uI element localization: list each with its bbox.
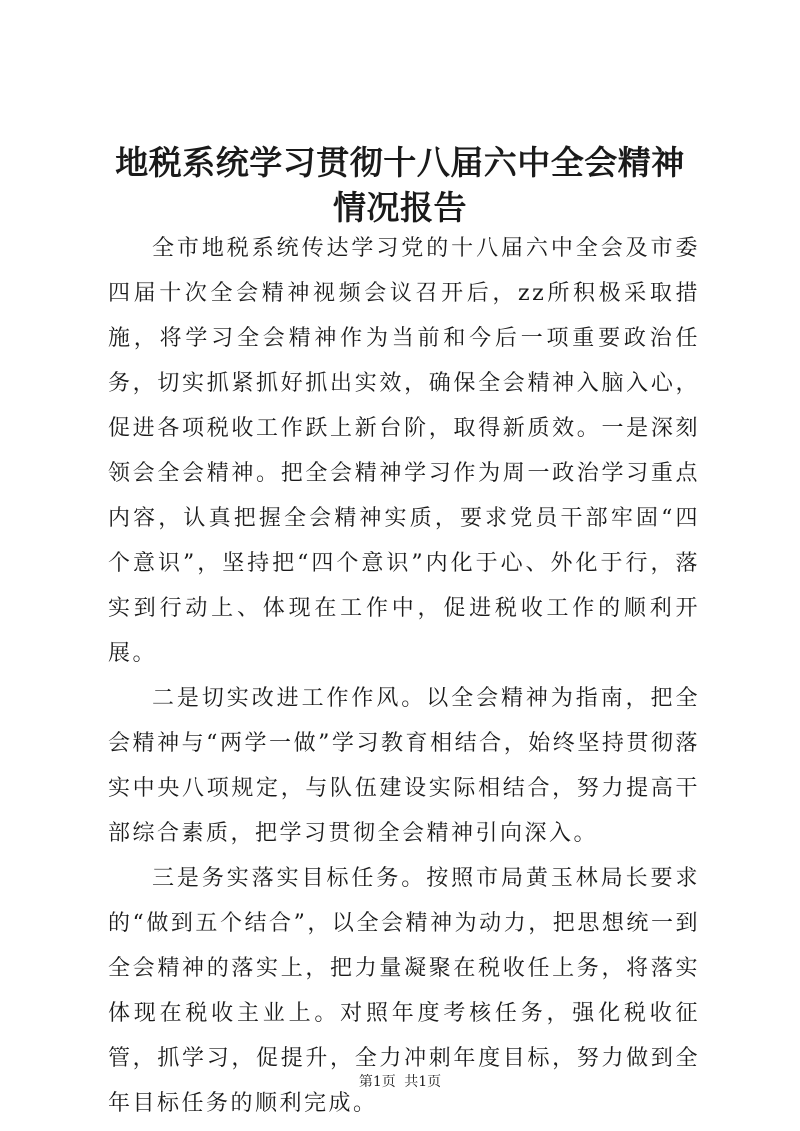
document-title: 地税系统学习贯彻十八届六中全会精神情况报告 bbox=[115, 143, 685, 227]
page-number: 第1页 bbox=[358, 1074, 396, 1090]
paragraph-1: 全市地税系统传达学习党的十八届六中全会及市委四届十次全会精神视频会议召开后，zz所积极采取措施，将学习全会精神作为当前和今后一项重要政治任务，切实抓紧抓好抓出实效，确保全会精神入脑入心，促进各项税收工作跃上新台阶，取得新质效。一是深刻领会全会精神。把全会精神学习作为周一政治学习重点内容，认真把握全会精神实质，要求党员干部牢固“四个意识”，坚持把“四个意识”内化于心、外化于行，落实到行动上、体现在工作中，促进税收工作的顺利开展。 bbox=[108, 236, 700, 666]
paragraph-2: 二是切实改进工作作风。以全会精神为指南，把全会精神与“两学一做”学习教育相结合，始终坚持贯彻落实中央八项规定，与队伍建设实际相结合，努力提高干部综合素质，把学习贯彻全会精神引向深入。 bbox=[108, 686, 700, 846]
document-body bbox=[108, 226, 700, 1126]
page-total: 共1页 bbox=[404, 1074, 442, 1090]
page-footer bbox=[0, 1072, 800, 1092]
paragraph-3: 三是务实落实目标任务。按照市局黄玉林局长要求的“做到五个结合”，以全会精神为动力，把思想统一到全会精神的落实上，把力量凝聚在税收任上务，将落实体现在税收主业上。对照年度考核任务，强化税收征管，抓学习，促提升，全力冲刺年度目标，努力做到全年目标任务的顺利完成。 bbox=[108, 866, 700, 1116]
